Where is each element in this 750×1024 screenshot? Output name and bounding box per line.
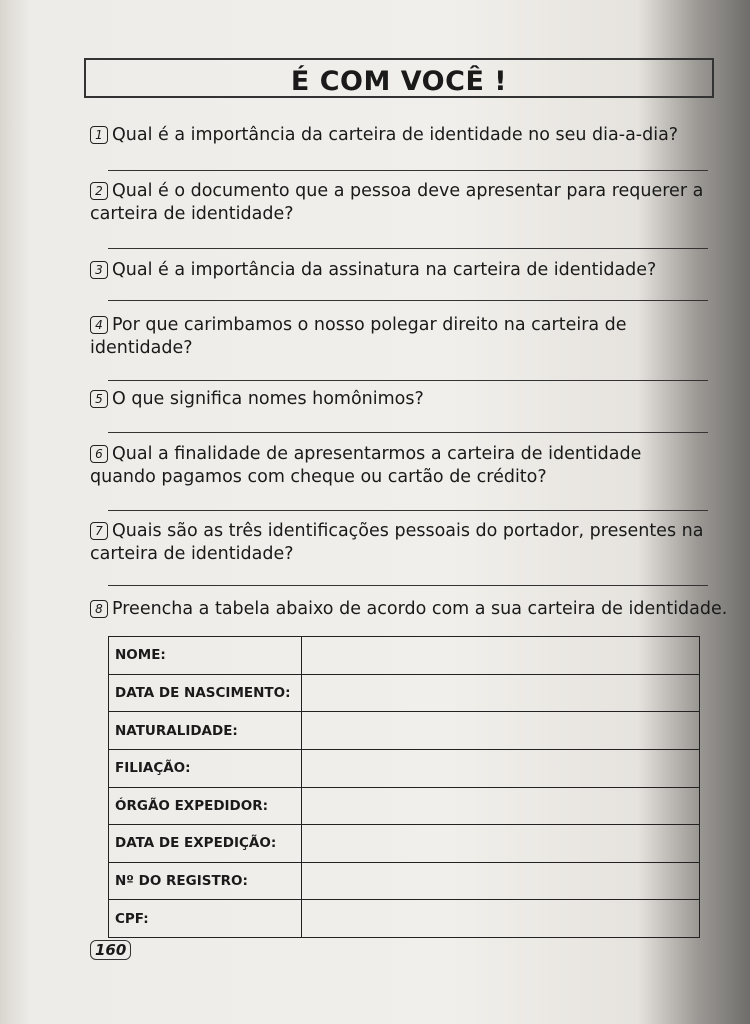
row-label: Nº DO REGISTRO: — [109, 862, 302, 900]
question-number: 5 — [90, 390, 108, 408]
question-number: 3 — [90, 261, 108, 279]
question-1 — [90, 124, 730, 147]
row-label: DATA DE NASCIMENTO: — [109, 674, 302, 712]
answer-cell[interactable] — [302, 637, 700, 675]
answer-line — [108, 300, 708, 301]
answer-line — [108, 380, 708, 381]
page-title: É COM VOCÊ ! — [290, 66, 508, 97]
question-text: Preencha a tabela abaixo de acordo com a sua carteira de identidade. — [112, 599, 728, 619]
question-text: Qual a finalidade de apresentarmos a carteira de identidade quando pagamos com cheque ou cartão de crédito? — [90, 444, 642, 487]
table-row — [109, 787, 700, 825]
question-6 — [90, 443, 700, 489]
question-4 — [90, 314, 690, 360]
question-number: 1 — [90, 126, 108, 144]
row-label: DATA DE EXPEDIÇÃO: — [109, 825, 302, 863]
question-2 — [90, 180, 710, 226]
question-text: Qual é a importância da carteira de identidade no seu dia-a-dia? — [112, 125, 679, 145]
answer-cell[interactable] — [302, 674, 700, 712]
table-row — [109, 900, 700, 938]
answer-cell[interactable] — [302, 749, 700, 787]
page-number: 160 — [90, 940, 131, 960]
question-text: Quais são as três identificações pessoais do portador, presentes na carteira de identidade? — [90, 521, 704, 564]
table-row — [109, 825, 700, 863]
question-number: 4 — [90, 316, 108, 334]
question-7 — [90, 520, 710, 566]
answer-line — [108, 170, 708, 171]
question-text: Por que carimbamos o nosso polegar direito na carteira de identidade? — [90, 315, 627, 358]
question-number: 7 — [90, 522, 108, 540]
table-row — [109, 674, 700, 712]
answer-cell[interactable] — [302, 825, 700, 863]
answer-line — [108, 510, 708, 511]
identity-table — [108, 636, 700, 938]
table-row — [109, 637, 700, 675]
answer-cell[interactable] — [302, 712, 700, 750]
question-number: 8 — [90, 600, 108, 618]
answer-cell[interactable] — [302, 862, 700, 900]
answer-cell[interactable] — [302, 900, 700, 938]
answer-line — [108, 248, 708, 249]
row-label: NOME: — [109, 637, 302, 675]
row-label: CPF: — [109, 900, 302, 938]
table-row — [109, 712, 700, 750]
title-box — [84, 58, 714, 98]
answer-line — [108, 432, 708, 433]
row-label: FILIAÇÃO: — [109, 749, 302, 787]
question-8 — [90, 598, 730, 621]
row-label: NATURALIDADE: — [109, 712, 302, 750]
answer-line — [108, 585, 708, 586]
table-row — [109, 862, 700, 900]
question-text: Qual é o documento que a pessoa deve apresentar para requerer a carteira de identidade? — [90, 181, 704, 224]
row-label: ÓRGÃO EXPEDIDOR: — [109, 787, 302, 825]
question-text: O que significa nomes homônimos? — [112, 389, 424, 409]
question-3 — [90, 259, 730, 282]
question-5 — [90, 388, 730, 411]
question-text: Qual é a importância da assinatura na carteira de identidade? — [112, 260, 657, 280]
question-number: 6 — [90, 445, 108, 463]
answer-cell[interactable] — [302, 787, 700, 825]
question-number: 2 — [90, 182, 108, 200]
table-row — [109, 749, 700, 787]
